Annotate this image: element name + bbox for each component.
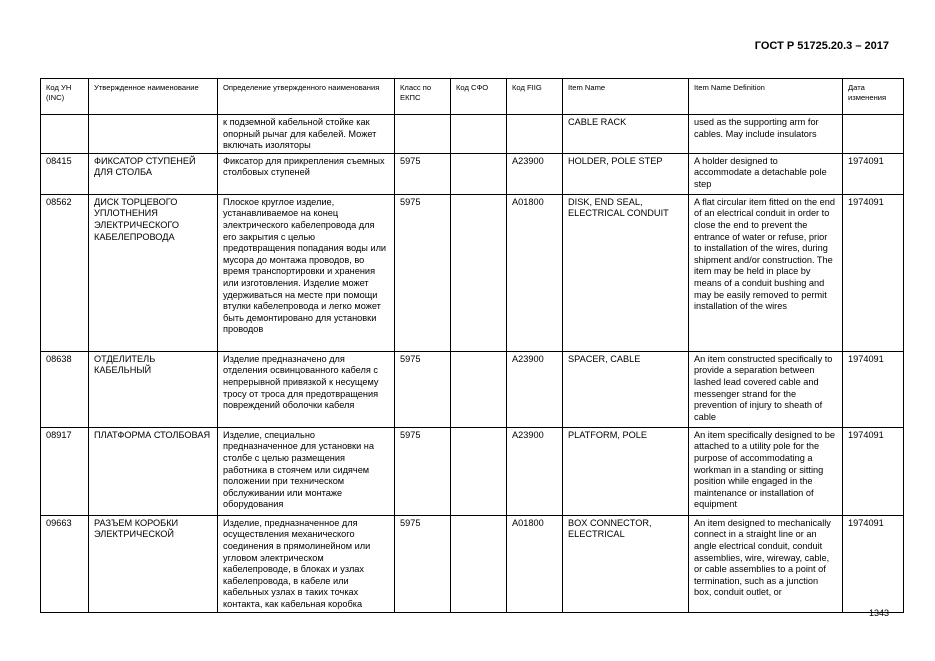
cell-fiig: A23900	[507, 351, 563, 427]
cell-item-name: PLATFORM, POLE	[563, 427, 689, 515]
cell-fiig: A23900	[507, 153, 563, 194]
cell-item-name: HOLDER, POLE STEP	[563, 153, 689, 194]
table-row	[41, 515, 904, 612]
cell-sfo	[451, 153, 507, 194]
cell-class	[395, 115, 451, 154]
document-title: ГОСТ Р 51725.20.3 – 2017	[754, 40, 889, 52]
col-header-item-definition: Item Name Definition	[689, 79, 843, 115]
cell-date: 1974091	[843, 427, 904, 515]
cell-class: 5975	[395, 351, 451, 427]
table-row	[41, 351, 904, 427]
cell-inc: 08562	[41, 194, 89, 351]
cell-sfo	[451, 115, 507, 154]
cell-fiig	[507, 115, 563, 154]
cell-fiig: A01800	[507, 194, 563, 351]
cell-class: 5975	[395, 515, 451, 612]
cell-definition: Изделие предназначено для отделения освинцованного кабеля с непрерывной привязкой к несущему тросу от троса для предотвращения повреждений оболочки кабеля	[218, 351, 395, 427]
col-header-inc: Код УН (INC)	[41, 79, 89, 115]
cell-item-definition: used as the supporting arm for cables. May include insulators	[689, 115, 843, 154]
cell-inc: 08638	[41, 351, 89, 427]
cell-date: 1974091	[843, 351, 904, 427]
table-row	[41, 427, 904, 515]
cell-item-name: SPACER, CABLE	[563, 351, 689, 427]
cell-item-name: BOX CONNECTOR, ELECTRICAL	[563, 515, 689, 612]
cell-definition: Фиксатор для прикрепления съемных столбовых ступеней	[218, 153, 395, 194]
cell-definition: Изделие, специально предназначенное для установки на столбе с целью размещения работника в стоячем или сидячем положении при техническом обслуживании или монтаже оборудования	[218, 427, 395, 515]
cell-definition: Плоское круглое изделие, устанавливаемое на конец электрического кабелепровода для его закрытия с целью предотвращения попадания воды или мусора до монтажа проводов, во время транспортировки и хранения или изготовления. Изделие может удерживаться на месте при помощи втулки кабелепровода и легко может быть демонтировано для установки проводов	[218, 194, 395, 351]
cell-approved-name: ДИСК ТОРЦЕВОГО УПЛОТНЕНИЯ ЭЛЕКТРИЧЕСКОГО КАБЕЛЕПРОВОДА	[89, 194, 218, 351]
cell-approved-name: ПЛАТФОРМА СТОЛБОВАЯ	[89, 427, 218, 515]
cell-item-name: DISK, END SEAL, ELECTRICAL CONDUIT	[563, 194, 689, 351]
cell-date: 1974091	[843, 515, 904, 612]
col-header-fiig: Код FIIG	[507, 79, 563, 115]
cell-definition: Изделие, предназначенное для осуществления механического соединения в прямолинейном или угловом электрическом кабелепроводе, в блоках и узлах кабелепровода, в кабеле или кабельных узлах в таких точках контакта, как кабельная коробка	[218, 515, 395, 612]
col-header-definition: Определение утвержденного наименования	[218, 79, 395, 115]
col-header-sfo: Код СФО	[451, 79, 507, 115]
table-row	[41, 115, 904, 154]
col-header-class: Класс по ЕКПС	[395, 79, 451, 115]
cell-approved-name: ОТДЕЛИТЕЛЬ КАБЕЛЬНЫЙ	[89, 351, 218, 427]
cell-fiig: A01800	[507, 515, 563, 612]
cell-date: 1974091	[843, 194, 904, 351]
cell-class: 5975	[395, 194, 451, 351]
cell-sfo	[451, 194, 507, 351]
cell-class: 5975	[395, 153, 451, 194]
cell-item-definition: An item constructed specifically to provide a separation between lashed lead covered cable and messenger strand for the prevention of injury to sheath of cable	[689, 351, 843, 427]
cell-item-definition: An item designed to mechanically connect in a straight line or an angle electrical conduit, conduit assemblies, wire, wireway, cable, or cable assemblies to a point of termination, such as a junction box, conduit outlet, or	[689, 515, 843, 612]
table-header-row	[41, 79, 904, 115]
cell-date: 1974091	[843, 153, 904, 194]
page-number: 1343	[868, 608, 889, 618]
cell-inc	[41, 115, 89, 154]
cell-item-name: CABLE RACK	[563, 115, 689, 154]
cell-inc: 08415	[41, 153, 89, 194]
cell-item-definition: An item specifically designed to be attached to a utility pole for the purpose of accommodating a workman in a standing or sitting position while engaged in the maintenance or installation of equipment	[689, 427, 843, 515]
cell-item-definition: A holder designed to accommodate a detachable pole step	[689, 153, 843, 194]
col-header-approved-name: Утвержденное наименование	[89, 79, 218, 115]
cell-approved-name	[89, 115, 218, 154]
cell-approved-name: ФИКСАТОР СТУПЕНЕЙ ДЛЯ СТОЛБА	[89, 153, 218, 194]
cell-fiig: A23900	[507, 427, 563, 515]
cell-sfo	[451, 515, 507, 612]
col-header-date: Дата изменения	[843, 79, 904, 115]
cell-inc: 09663	[41, 515, 89, 612]
cell-class: 5975	[395, 427, 451, 515]
cell-sfo	[451, 427, 507, 515]
cell-sfo	[451, 351, 507, 427]
cell-inc: 08917	[41, 427, 89, 515]
classification-table	[40, 78, 904, 613]
cell-approved-name: РАЗЪЕМ КОРОБКИ ЭЛЕКТРИЧЕСКОЙ	[89, 515, 218, 612]
table-row	[41, 194, 904, 351]
table-row	[41, 153, 904, 194]
cell-date	[843, 115, 904, 154]
cell-item-definition: A flat circular item fitted on the end of an electrical conduit in order to close the end to prevent the entrance of water or refuse, prior to installation of the wires, during shipment and/or construction. The item may be held in place by means of a conduit bushing and may be easily removed to permit installation of the wires	[689, 194, 843, 351]
col-header-item-name: Item Name	[563, 79, 689, 115]
cell-definition: к подземной кабельной стойке как опорный рычаг для кабелей. Может включать изоляторы	[218, 115, 395, 154]
